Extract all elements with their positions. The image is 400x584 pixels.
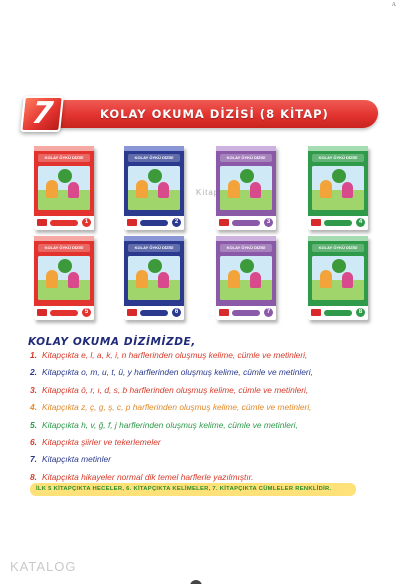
cover-label-bar	[140, 220, 168, 226]
tree-icon	[148, 259, 162, 273]
list-item	[30, 454, 370, 471]
list-text: Kitapçıkta ö, r, ı, d, s, b harflerinden oluşmuş kelime, cümle ve metinleri,	[42, 384, 309, 395]
list-number: 1.	[30, 350, 37, 360]
tree-icon	[58, 259, 72, 273]
cover-number: 8	[356, 308, 365, 317]
publisher-logo-icon	[37, 309, 47, 316]
publisher-logo-icon	[127, 309, 137, 316]
list-number: 3.	[30, 384, 37, 395]
cover-number: 5	[82, 308, 91, 317]
child-figure-icon	[228, 180, 240, 198]
cover-number: 4	[356, 218, 365, 227]
list-text: Kitapçıkta o, m, u, t, ü, y harflerinden oluşmuş kelime, cümle ve metinleri,	[42, 367, 313, 378]
cover-label-bar	[324, 220, 352, 226]
cover-number: 3	[264, 218, 273, 227]
cover-series-title: KOLAY ÖYKÜ DİZİSİ	[312, 154, 364, 162]
list-number: 5.	[30, 419, 37, 430]
cover-label-bar	[232, 310, 260, 316]
cover-top-strip	[34, 236, 94, 241]
book-cover	[216, 236, 276, 320]
child-figure-icon	[228, 270, 240, 288]
child-figure-icon	[158, 182, 169, 198]
cover-top-strip	[124, 236, 184, 241]
publisher-logo-icon	[37, 219, 47, 226]
list-text: Kitapçıkta h, v, ğ, f, j harflerinden oluşmuş kelime, cümle ve metinleri,	[42, 419, 298, 430]
list-text: Kitapçıkta hikayeler normal dik temel harflerle yazılmıştır.	[42, 471, 254, 482]
child-figure-icon	[68, 272, 79, 288]
page-tab-icon	[190, 580, 202, 584]
tree-icon	[240, 259, 254, 273]
tree-icon	[240, 169, 254, 183]
list-text: Kitapçıkta metinler	[42, 454, 111, 465]
book-cover	[308, 236, 368, 320]
child-figure-icon	[320, 180, 332, 198]
cover-top-strip	[216, 236, 276, 241]
list-item	[30, 385, 370, 402]
cover-series-title: KOLAY ÖYKÜ DİZİSİ	[38, 154, 90, 162]
child-figure-icon	[342, 182, 353, 198]
cover-top-strip	[34, 146, 94, 151]
list-text: Kitapçıkta e, l, a, k, i, n harflerinden oluşmuş kelime, cümle ve metinleri,	[42, 350, 308, 360]
book-cover	[34, 236, 94, 320]
cover-label-bar	[50, 310, 78, 316]
cover-series-title: KOLAY ÖYKÜ DİZİSİ	[128, 154, 180, 162]
list-item	[30, 402, 370, 419]
cover-number: 7	[264, 308, 273, 317]
list-heading: KOLAY OKUMA DİZİMİZDE,	[28, 336, 196, 348]
list-item	[30, 437, 370, 454]
child-figure-icon	[158, 272, 169, 288]
cover-footer	[34, 306, 94, 320]
tree-icon	[148, 169, 162, 183]
cover-illustration	[128, 166, 180, 210]
book-cover	[124, 236, 184, 320]
child-figure-icon	[250, 182, 261, 198]
banner-title: KOLAY OKUMA DİZİSİ (8 KİTAP)	[100, 107, 329, 121]
list-item	[30, 420, 370, 437]
book-cover	[308, 146, 368, 230]
feature-list	[30, 350, 370, 489]
cover-illustration	[220, 166, 272, 210]
cover-label-bar	[50, 220, 78, 226]
book-cover	[216, 146, 276, 230]
cover-series-title: KOLAY ÖYKÜ DİZİSİ	[220, 244, 272, 252]
footer-watermark: KATALOG	[10, 559, 77, 574]
cover-illustration	[128, 256, 180, 300]
cover-top-strip	[124, 146, 184, 151]
section-number-badge	[20, 96, 64, 132]
list-number: 8.	[30, 471, 37, 482]
cover-illustration	[38, 256, 90, 300]
section-number: 7	[30, 96, 55, 131]
cover-illustration	[38, 166, 90, 210]
child-figure-icon	[46, 270, 58, 288]
cover-footer	[308, 306, 368, 320]
cover-illustration	[220, 256, 272, 300]
book-cover	[34, 146, 94, 230]
cover-footer	[216, 216, 276, 230]
cover-footer	[308, 216, 368, 230]
publisher-logo-icon	[127, 219, 137, 226]
list-item	[30, 350, 370, 367]
cover-footer	[34, 216, 94, 230]
publisher-logo-icon	[219, 309, 229, 316]
list-item	[30, 367, 370, 384]
cover-series-title: KOLAY ÖYKÜ DİZİSİ	[220, 154, 272, 162]
list-number: 2.	[30, 367, 37, 378]
list-number: 6.	[30, 436, 37, 447]
section-banner	[22, 96, 380, 132]
child-figure-icon	[68, 182, 79, 198]
cover-footer	[124, 216, 184, 230]
cover-illustration	[312, 256, 364, 300]
child-figure-icon	[342, 272, 353, 288]
cover-top-strip	[308, 236, 368, 241]
child-figure-icon	[320, 270, 332, 288]
cover-number: 6	[172, 308, 181, 317]
cover-footer	[216, 306, 276, 320]
publisher-logo-icon	[311, 219, 321, 226]
cover-number: 1	[82, 218, 91, 227]
cover-top-strip	[308, 146, 368, 151]
tree-icon	[332, 259, 346, 273]
corner-mark: A	[391, 2, 396, 8]
cover-label-bar	[140, 310, 168, 316]
cover-illustration	[312, 166, 364, 210]
list-number: 7.	[30, 454, 37, 465]
color-note: İLK 5 KİTAPÇIKTA HECELER, 6. KİTAPÇIKTA KELİMELER, 7. KİTAPÇIKTA CÜMLELER RENKLİDİR.	[30, 483, 356, 496]
list-text: Kitapçıkta şiirler ve tekerlemeler	[42, 436, 161, 447]
child-figure-icon	[250, 272, 261, 288]
cover-number: 2	[172, 218, 181, 227]
cover-label-bar	[324, 310, 352, 316]
publisher-logo-icon	[219, 219, 229, 226]
cover-series-title: KOLAY ÖYKÜ DİZİSİ	[38, 244, 90, 252]
list-number: 4.	[30, 402, 37, 413]
book-cover	[124, 146, 184, 230]
cover-top-strip	[216, 146, 276, 151]
child-figure-icon	[136, 180, 148, 198]
cover-footer	[124, 306, 184, 320]
child-figure-icon	[46, 180, 58, 198]
child-figure-icon	[136, 270, 148, 288]
cover-label-bar	[232, 220, 260, 226]
tree-icon	[58, 169, 72, 183]
cover-series-title: KOLAY ÖYKÜ DİZİSİ	[128, 244, 180, 252]
tree-icon	[332, 169, 346, 183]
publisher-logo-icon	[311, 309, 321, 316]
list-text: Kitapçıkta z, ç, g, ş, c, p harflerinden oluşmuş kelime, cümle ve metinleri,	[42, 402, 312, 413]
watermark-mid: Kitap	[196, 188, 220, 197]
cover-series-title: KOLAY ÖYKÜ DİZİSİ	[312, 244, 364, 252]
